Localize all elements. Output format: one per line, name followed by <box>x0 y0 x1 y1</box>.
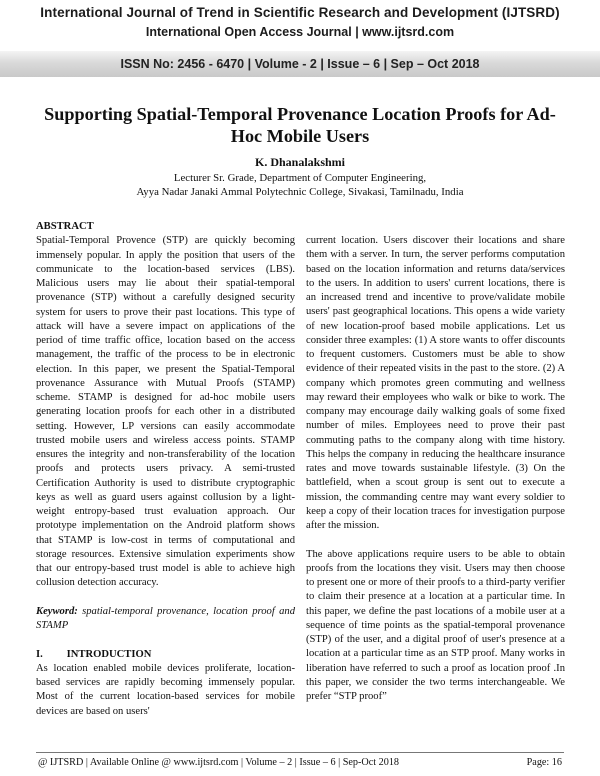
journal-access-line: International Open Access Journal | www.ijtsrd.com <box>145 25 455 39</box>
keywords-label: Keyword: <box>36 605 78 617</box>
affiliation-line-1: Lecturer Sr. Grade, Department of Computer Engineering, <box>173 172 427 184</box>
keywords <box>36 605 295 634</box>
paper-title: Supporting Spatial-Temporal Provenance Location Proofs for Ad-Hoc Mobile Users <box>44 104 556 146</box>
keywords-text: spatial-temporal provenance, location proof and STAMP <box>36 605 296 631</box>
introduction-heading: I. INTRODUCTION <box>36 648 152 660</box>
author-name: K. Dhanalakshmi <box>254 155 346 169</box>
right-paragraph-2: The above applications require users to be able to obtain proofs from the locations they visit. Users may then choose to present one or more of their proofs to a third-party verifier to claim their presence at a location at a particular time. In this paper, we define the past locations of a mobile user at a sequence of time points as the spatial-temporal provenance (STP) of the user, and a digital proof of user's presence at a location at a particular time as an STP proof. Many works in liberation have referred to such a proof as location proof .In this paper, we consider the two terms interchangeable. We prefer “STP proof” <box>306 548 565 702</box>
introduction-paragraph: As location enabled mobile devices proliferate, location-based services are rapidly becoming immensely popular. Most of the current location-based services for mobile devices are based on users' <box>36 662 295 717</box>
page-footer <box>0 756 600 774</box>
abstract-text: Spatial-Temporal Provence (STP) are quickly becoming immensely popular. In apply the position that users of the communicate to the location-based services (LBS). Malicious users may lie about their spatial-temporal provenance (STP) without a carefully designed security system for users to prove their past locations. This type of attack will have a severe impact on applications of the period of time traffic office, location based on the access management, the traffic of the process to be in electronic election. In this paper, we present the Spatial-Temporal provenance Assurance with Mutual Proofs (STAMP) scheme. STAMP is designed for ad-hoc mobile users generating location proofs for each other in a distributed setting. However, LP versions can easily accommodate trusted mobile users and wireless access points. STAMP ensures the integrity and non-transferability of the location proofs and protects users privacy. A semi-trusted Certification Authority is used to distribute cryptographic keys as well as guard users against collusion by a light-weight entropy-based trust evaluation approach. Our prototype implementation on the Android platform shows that STAMP is low-cost in terms of computational and storage resources. Extensive simulation experiments show that our entropy-based trust model is able to achieve high collusion detection accuracy. <box>36 235 295 589</box>
journal-header <box>0 0 600 87</box>
footer-rule <box>36 752 564 753</box>
journal-name: International Journal of Trend in Scientific Research and Development (IJTSRD) <box>40 5 560 20</box>
footer-citation: @ IJTSRD | Available Online @ www.ijtsrd.com | Volume – 2 | Issue – 6 | Sep-Oct 2018 <box>38 757 400 768</box>
right-paragraph-1: current location. Users discover their locations and share them with a server. In turn, the server performs computation based on the location information and returns data/services to the users. In addition to users' current locations, there is an increased trend and incentive to prove/validate mobile users' past geographical locations. This opens a wide variety of new location-proof based mobile applications. Let us consider three examples: (1) A store wants to offer discounts to frequent customers. Customers must be able to show evidence of their repeated visits in the past to the store. (2) A company which promotes green commuting and wellness may reward their employees who walk or bike to work. The company may encourage daily walking goals of some fixed number of miles. Employees need to prove their past commuting paths to the company along with time history. This helps the company in reducing the healthcare insurance rates and move towards sustainable lifestyle. (3) On the battlefield, when a scout group is sent out to execute a mission, the commanding centre may want every soldier to keep a copy of their location traces for investigation purpose after the mission. <box>306 235 565 531</box>
abstract-heading: ABSTRACT <box>36 221 94 232</box>
issn-line: ISSN No: 2456 - 6470 | Volume - 2 | Issue – 6 | Sep – Oct 2018 <box>120 57 480 71</box>
left-column <box>36 220 295 719</box>
affiliation-line-2: Ayya Nadar Janaki Ammal Polytechnic College, Sivakasi, Tamilnadu, India <box>136 186 464 198</box>
page-number: Page: 16 <box>526 757 562 768</box>
right-column <box>306 234 565 704</box>
